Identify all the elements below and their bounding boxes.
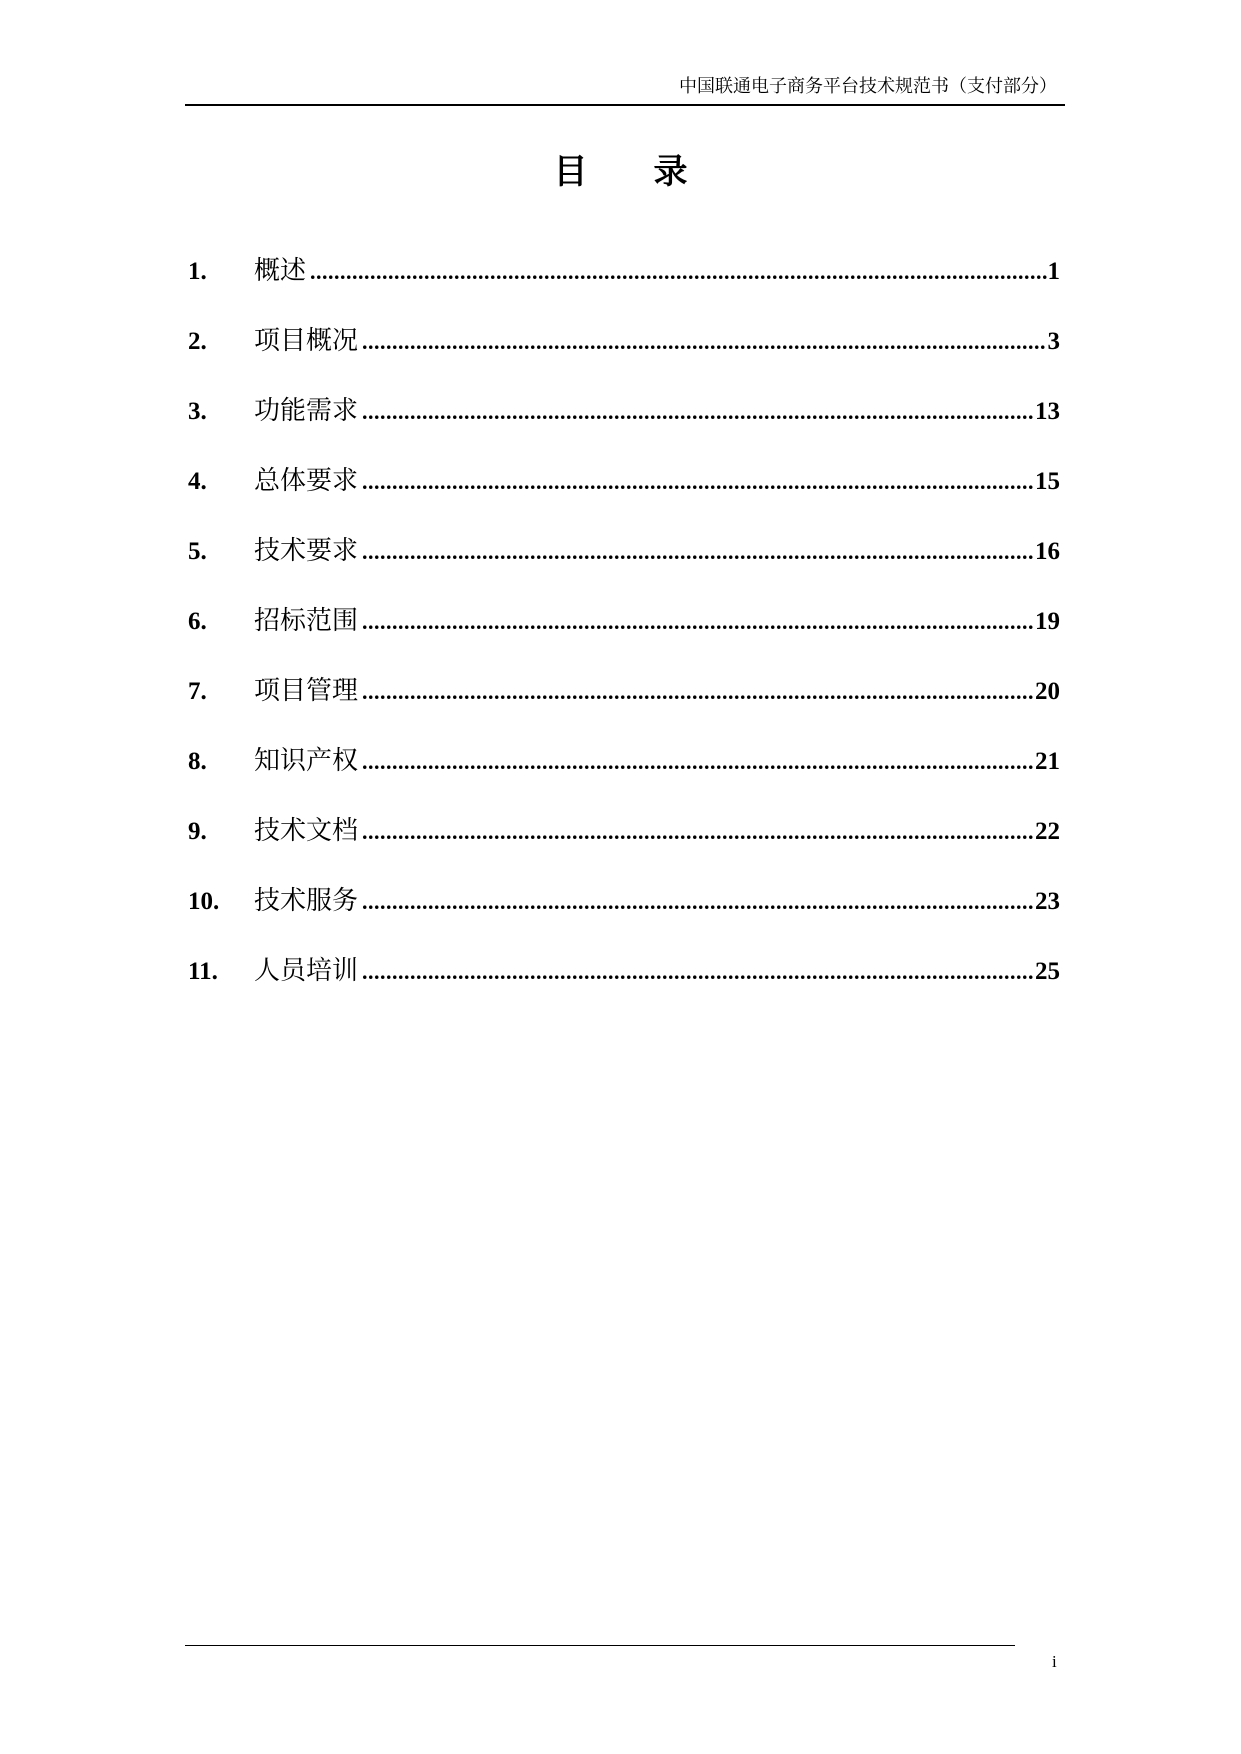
toc-entry-page: 16 bbox=[1035, 538, 1060, 565]
toc-entry-label: 技术服务 bbox=[254, 886, 359, 916]
toc-entry-page: 15 bbox=[1035, 468, 1060, 495]
toc-entry-intellectual-property[interactable] bbox=[188, 741, 1060, 811]
toc-entry-label: 总体要求 bbox=[254, 466, 359, 496]
dot-leader bbox=[362, 882, 1034, 922]
toc-entry-page: 23 bbox=[1035, 888, 1060, 915]
toc-entry-project-overview[interactable] bbox=[188, 321, 1060, 391]
toc-entry-overview[interactable] bbox=[188, 251, 1060, 321]
toc-entry-label: 人员培训 bbox=[254, 956, 359, 986]
dot-leader bbox=[362, 322, 1046, 362]
toc-entry-number: 1. bbox=[188, 258, 207, 285]
toc-entry-page: 22 bbox=[1035, 818, 1060, 845]
toc-entry-page: 25 bbox=[1035, 958, 1060, 985]
toc-entry-label: 招标范围 bbox=[254, 606, 359, 636]
toc-entry-page: 19 bbox=[1035, 608, 1060, 635]
table-of-contents bbox=[188, 251, 1060, 1021]
dot-leader bbox=[362, 952, 1034, 992]
footer-divider bbox=[185, 1645, 1015, 1646]
toc-entry-number: 7. bbox=[188, 678, 207, 705]
toc-entry-number: 9. bbox=[188, 818, 207, 845]
toc-entry-project-management[interactable] bbox=[188, 671, 1060, 741]
toc-heading: 目录 bbox=[553, 152, 754, 192]
toc-entry-technical-services[interactable] bbox=[188, 881, 1060, 951]
toc-entry-number: 8. bbox=[188, 748, 207, 775]
toc-entry-staff-training[interactable] bbox=[188, 951, 1060, 1021]
toc-entry-page: 21 bbox=[1035, 748, 1060, 775]
toc-entry-number: 4. bbox=[188, 468, 207, 495]
toc-entry-number: 3. bbox=[188, 398, 207, 425]
page-number: i bbox=[1052, 1652, 1057, 1671]
dot-leader bbox=[362, 812, 1034, 852]
toc-entry-label: 项目概况 bbox=[254, 326, 359, 356]
toc-entry-page: 20 bbox=[1035, 678, 1060, 705]
toc-entry-bid-scope[interactable] bbox=[188, 601, 1060, 671]
dot-leader bbox=[310, 252, 1046, 292]
toc-entry-functional-requirements[interactable] bbox=[188, 391, 1060, 461]
toc-entry-label: 功能需求 bbox=[254, 396, 359, 426]
toc-entry-number: 10. bbox=[188, 888, 220, 915]
toc-entry-label: 技术要求 bbox=[254, 536, 359, 566]
toc-entry-general-requirements[interactable] bbox=[188, 461, 1060, 531]
toc-entry-label: 知识产权 bbox=[254, 746, 359, 776]
document-title: 中国联通电子商务平台技术规范书（支付部分） bbox=[679, 76, 1057, 97]
dot-leader bbox=[362, 462, 1034, 502]
page-header bbox=[185, 70, 1065, 106]
toc-entry-number: 11. bbox=[188, 958, 218, 985]
toc-entry-page: 13 bbox=[1035, 398, 1060, 425]
toc-entry-label: 概述 bbox=[254, 256, 307, 286]
toc-entry-number: 6. bbox=[188, 608, 207, 635]
toc-entry-technical-documentation[interactable] bbox=[188, 811, 1060, 881]
toc-entry-number: 5. bbox=[188, 538, 207, 565]
toc-entry-technical-requirements[interactable] bbox=[188, 531, 1060, 601]
toc-entry-label: 项目管理 bbox=[254, 676, 359, 706]
toc-entry-label: 技术文档 bbox=[254, 816, 359, 846]
toc-entry-page: 1 bbox=[1047, 258, 1060, 285]
toc-entry-page: 3 bbox=[1047, 328, 1060, 355]
dot-leader bbox=[362, 602, 1034, 642]
dot-leader bbox=[362, 742, 1034, 782]
toc-entry-number: 2. bbox=[188, 328, 207, 355]
dot-leader bbox=[362, 672, 1034, 712]
dot-leader bbox=[362, 532, 1034, 572]
dot-leader bbox=[362, 392, 1034, 432]
